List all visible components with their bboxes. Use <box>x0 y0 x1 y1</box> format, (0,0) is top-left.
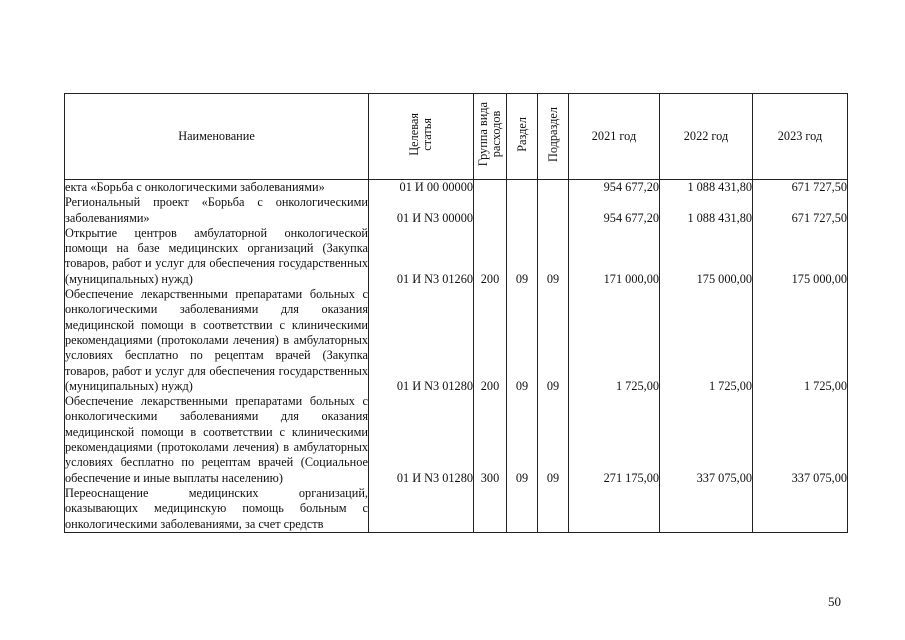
row-group: 200 <box>474 287 507 394</box>
page-number: 50 <box>828 594 841 609</box>
row-target: 01 И N3 01280 <box>369 394 474 486</box>
row-2022: 175 000,00 <box>660 226 753 287</box>
row-target: 01 И 00 00000 <box>369 180 474 196</box>
row-2021 <box>569 486 660 532</box>
header-row <box>65 94 848 180</box>
row-2022: 1 725,00 <box>660 287 753 394</box>
row-2022: 1 088 431,80 <box>660 195 753 226</box>
row-2022 <box>660 486 753 532</box>
row-2023: 1 725,00 <box>753 287 848 394</box>
row-2023: 337 075,00 <box>753 394 848 486</box>
row-2021: 954 677,20 <box>569 180 660 196</box>
table-row <box>65 195 848 226</box>
header-section <box>507 94 538 180</box>
header-group-label: Группа вида расходов <box>476 102 503 167</box>
row-target: 01 И N3 00000 <box>369 195 474 226</box>
row-name: Обеспечение лекарственными препаратами больных с онкологическими заболеваниями для оказания медицинской помощи в соответствии с клиническими рекомендациями (протоколами лечения) в амбулаторных условиях бесплатно по рецептам врачей (Социальное обеспечение и иные выплаты населению) <box>65 394 368 485</box>
row-subsection: 09 <box>538 287 569 394</box>
row-target: 01 И N3 01280 <box>369 287 474 394</box>
header-target <box>369 94 474 180</box>
row-group <box>474 195 507 226</box>
header-2023: 2023 год <box>753 94 848 180</box>
header-target-label: Целевая статья <box>407 113 434 156</box>
row-subsection: 09 <box>538 394 569 486</box>
table-row <box>65 226 848 287</box>
row-2023: 671 727,50 <box>753 180 848 196</box>
header-group <box>474 94 507 180</box>
row-2021: 1 725,00 <box>569 287 660 394</box>
row-section: 09 <box>507 287 538 394</box>
row-2023: 175 000,00 <box>753 226 848 287</box>
row-group <box>474 486 507 532</box>
row-2021: 171 000,00 <box>569 226 660 287</box>
row-name: Открытие центров амбулаторной онкологической помощи на базе медицинских организаций (Закупка товаров, работ и услуг для обеспечения государственных (муниципальных) нужд) <box>65 225 368 286</box>
row-group: 300 <box>474 394 507 486</box>
row-2023: 671 727,50 <box>753 195 848 226</box>
row-section: 09 <box>507 226 538 287</box>
header-2021: 2021 год <box>569 94 660 180</box>
header-subsection-label: Подраздел <box>545 106 560 162</box>
header-subsection <box>538 94 569 180</box>
row-target <box>369 486 474 532</box>
row-name: Региональный проект «Борьба с онкологическими заболеваниями» <box>65 195 368 225</box>
row-name: екта «Борьба с онкологическими заболеваниями» <box>65 180 369 196</box>
row-section <box>507 486 538 532</box>
row-section <box>507 195 538 226</box>
header-2022: 2022 год <box>660 94 753 180</box>
row-target: 01 И N3 01260 <box>369 226 474 287</box>
row-subsection: 09 <box>538 226 569 287</box>
row-2021: 271 175,00 <box>569 394 660 486</box>
row-subsection <box>538 180 569 196</box>
row-subsection <box>538 195 569 226</box>
row-section: 09 <box>507 394 538 486</box>
row-group <box>474 180 507 196</box>
budget-table <box>64 93 848 533</box>
row-name: Переоснащение медицинских организаций, оказывающих медицинскую помощь больным с онкологическими заболеваниями, за счет средств <box>65 485 368 531</box>
row-subsection <box>538 486 569 532</box>
table-row <box>65 180 848 196</box>
row-group: 200 <box>474 226 507 287</box>
table-row <box>65 486 848 532</box>
row-name: Обеспечение лекарственными препаратами больных с онкологическими заболеваниями для оказания медицинской помощи в соответствии с клиническими рекомендациями (протоколами лечения) в амбулаторных условиях бесплатно по рецептам врачей (Закупка товаров, работ и услуг для обеспечения государственных (муниципальных) нужд) <box>65 287 368 393</box>
row-2023 <box>753 486 848 532</box>
header-name: Наименование <box>65 94 369 180</box>
row-2021: 954 677,20 <box>569 195 660 226</box>
row-2022: 337 075,00 <box>660 394 753 486</box>
row-2022: 1 088 431,80 <box>660 180 753 196</box>
table-row <box>65 394 848 486</box>
header-section-label: Раздел <box>514 116 529 152</box>
table-row <box>65 287 848 394</box>
row-section <box>507 180 538 196</box>
